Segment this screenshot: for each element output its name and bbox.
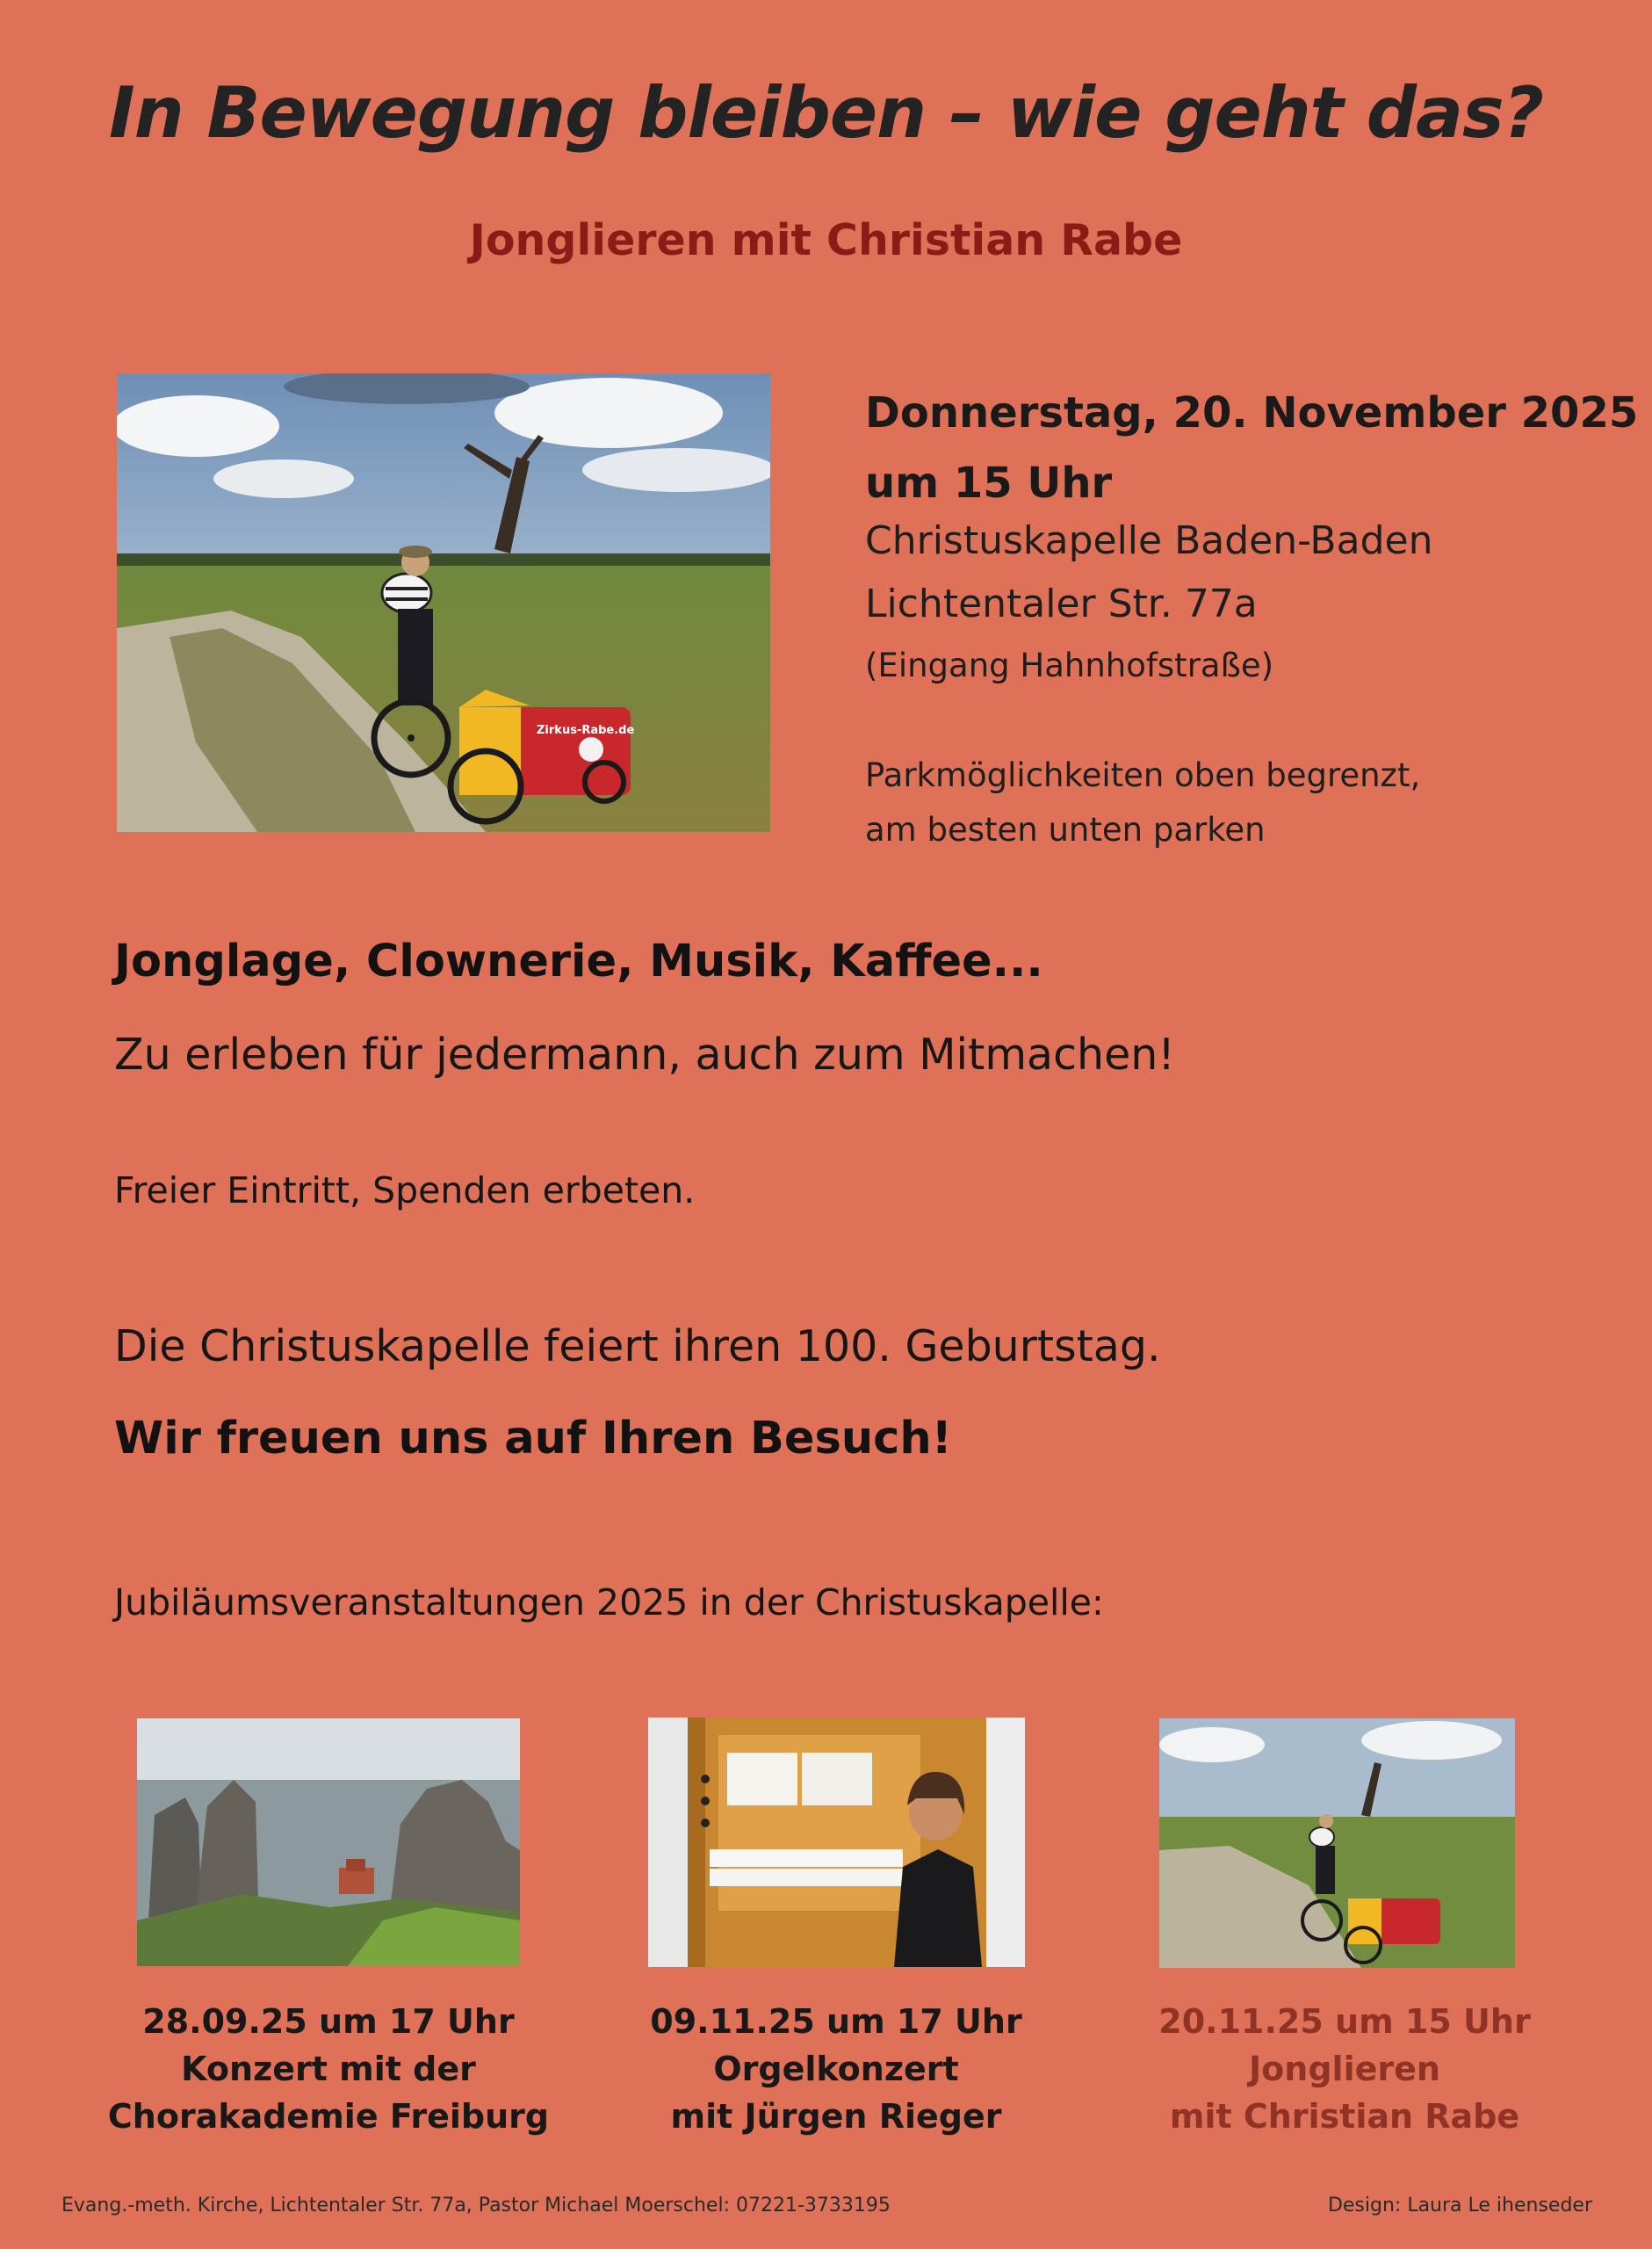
footer-contact: Evang.-meth. Kirche, Lichtentaler Str. 77a, Pastor Michael Moerschel: 07221-3733195 [61,2195,891,2216]
poster-subtitle: Jonglieren mit Christian Rabe [469,215,1183,265]
series-3-date: 20.11.25 um 15 Uhr [1158,2002,1531,2041]
series-3-title: Jonglieren [1249,2050,1440,2088]
trailer-label: Zirkus-Rabe.de [537,724,635,737]
event-venue: Christuskapelle Baden-Baden [865,518,1433,563]
cyclist-thumb-illustration [1159,1718,1515,1968]
series-2-date: 09.11.25 um 17 Uhr [650,2002,1022,2041]
series-1-subtitle: Chorakademie Freiburg [107,2097,550,2136]
footer-design-credit: Design: Laura Le ihenseder [1327,2195,1592,2216]
series-heading: Jubiläumsveranstaltungen 2025 in der Christuskapelle: [114,1581,1104,1623]
main-photo-cyclist [117,373,770,832]
invitation-text: Zu erleben für jedermann, auch zum Mitmachen! [114,1030,1175,1080]
event-date-time [865,378,1638,518]
series-1-date: 28.09.25 um 17 Uhr [142,2002,515,2041]
parking-note-line1: Parkmöglichkeiten oben begrenzt, [865,756,1421,794]
series-caption-2 [573,1998,1100,2140]
event-time: um 15 Uhr [865,459,1113,508]
event-date: Donnerstag, 20. November 2025 [865,388,1639,438]
event-street: Lichtentaler Str. 77a [865,582,1258,626]
poster-title: In Bewegung bleiben – wie geht das? [108,72,1544,154]
series-1-title: Konzert mit der [181,2050,476,2088]
admission-text: Freier Eintritt, Spenden erbeten. [114,1169,696,1211]
welcome-text: Wir freuen uns auf Ihren Besuch! [114,1413,952,1464]
parking-note-line2: am besten unten parken [865,811,1266,849]
landscape-illustration [137,1718,520,1966]
thumb-organist [648,1717,1025,1967]
cyclist-illustration [117,373,770,832]
series-2-subtitle: mit Jürgen Rieger [670,2097,1002,2136]
series-2-title: Orgelkonzert [713,2050,959,2088]
organ-illustration [648,1717,1025,1967]
series-caption-1 [65,1998,592,2140]
series-3-subtitle: mit Christian Rabe [1169,2097,1520,2136]
highlights-text: Jonglage, Clownerie, Musik, Kaffee... [114,936,1043,987]
event-entrance: (Eingang Hahnhofstraße) [865,647,1274,684]
series-caption-3 [1081,1998,1608,2140]
thumb-cyclist [1159,1718,1515,1968]
thumb-meteora-landscape [137,1718,520,1966]
anniversary-text: Die Christuskapelle feiert ihren 100. Geburtstag. [114,1321,1161,1371]
